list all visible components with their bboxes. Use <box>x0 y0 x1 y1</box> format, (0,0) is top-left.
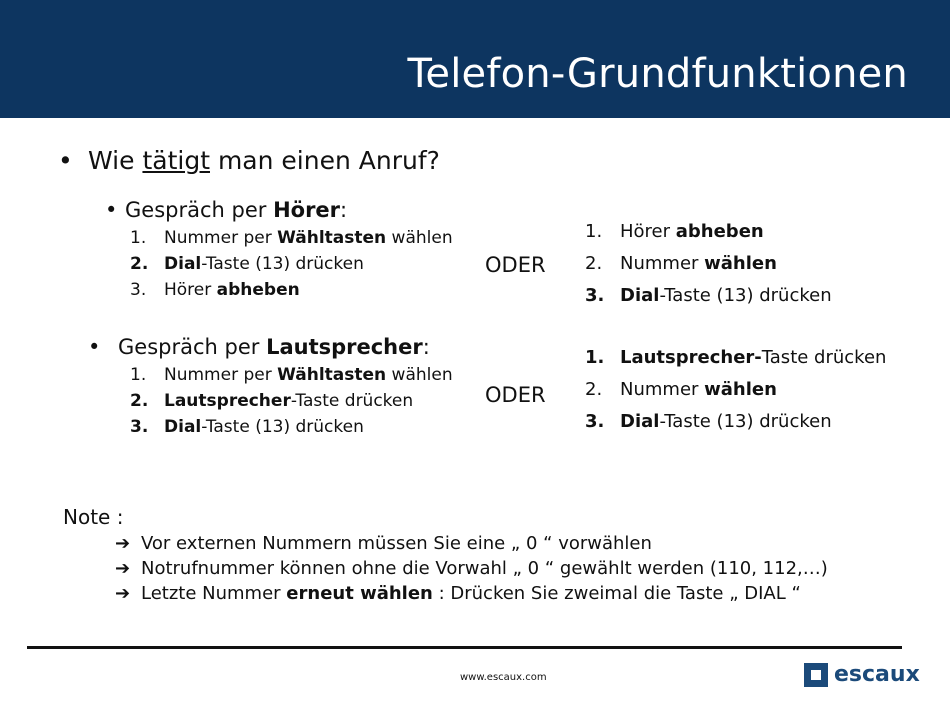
main-question: • Wie tätigt man einen Anruf? <box>58 146 440 175</box>
list-item: 1. Hörer abheben <box>585 221 764 242</box>
footer-divider <box>27 646 902 649</box>
logo-mark-icon <box>804 663 828 687</box>
arrow-icon: ➔ <box>115 558 131 579</box>
logo-text: escaux <box>834 662 920 687</box>
note-line: ➔ Letzte Nummer erneut wählen : Drücken Sie zweimal die Taste „ DIAL “ <box>115 583 801 604</box>
note-label: Note : <box>63 505 124 529</box>
section-speaker-heading: • Gespräch per Lautsprecher: <box>88 335 430 359</box>
list-item: 3. Hörer abheben <box>130 280 300 300</box>
list-item: 2. Dial-Taste (13) drücken <box>130 254 364 274</box>
note-line: ➔ Vor externen Nummern müssen Sie eine „ 0 “ vorwählen <box>115 533 652 554</box>
footer-url[interactable]: www.escaux.com <box>460 672 547 683</box>
escaux-logo <box>804 661 924 691</box>
underlined-word: tätigt <box>142 146 210 175</box>
list-item: 1. Nummer per Wähltasten wählen <box>130 365 453 385</box>
arrow-icon: ➔ <box>115 533 131 554</box>
section-handset-heading: • Gespräch per Hörer: <box>105 198 348 222</box>
note-line: ➔ Notrufnummer können ohne die Vorwahl „ 0 “ gewählt werden (110, 112,…) <box>115 558 828 579</box>
list-item: 2. Nummer wählen <box>585 379 777 400</box>
oder-label: ODER <box>485 253 546 277</box>
oder-label: ODER <box>485 383 546 407</box>
list-item: 2. Nummer wählen <box>585 253 777 274</box>
list-item: 1. Nummer per Wähltasten wählen <box>130 228 453 248</box>
list-item: 1. Lautsprecher-Taste drücken <box>585 347 887 368</box>
arrow-icon: ➔ <box>115 583 131 604</box>
header-banner <box>0 0 950 118</box>
bullet: • <box>58 146 73 175</box>
list-item: 3. Dial-Taste (13) drücken <box>585 411 832 432</box>
list-item: 2. Lautsprecher-Taste drücken <box>130 391 414 411</box>
list-item: 3. Dial-Taste (13) drücken <box>130 417 364 437</box>
page-title: Telefon-Grundfunktionen <box>407 51 908 97</box>
list-item: 3. Dial-Taste (13) drücken <box>585 285 832 306</box>
